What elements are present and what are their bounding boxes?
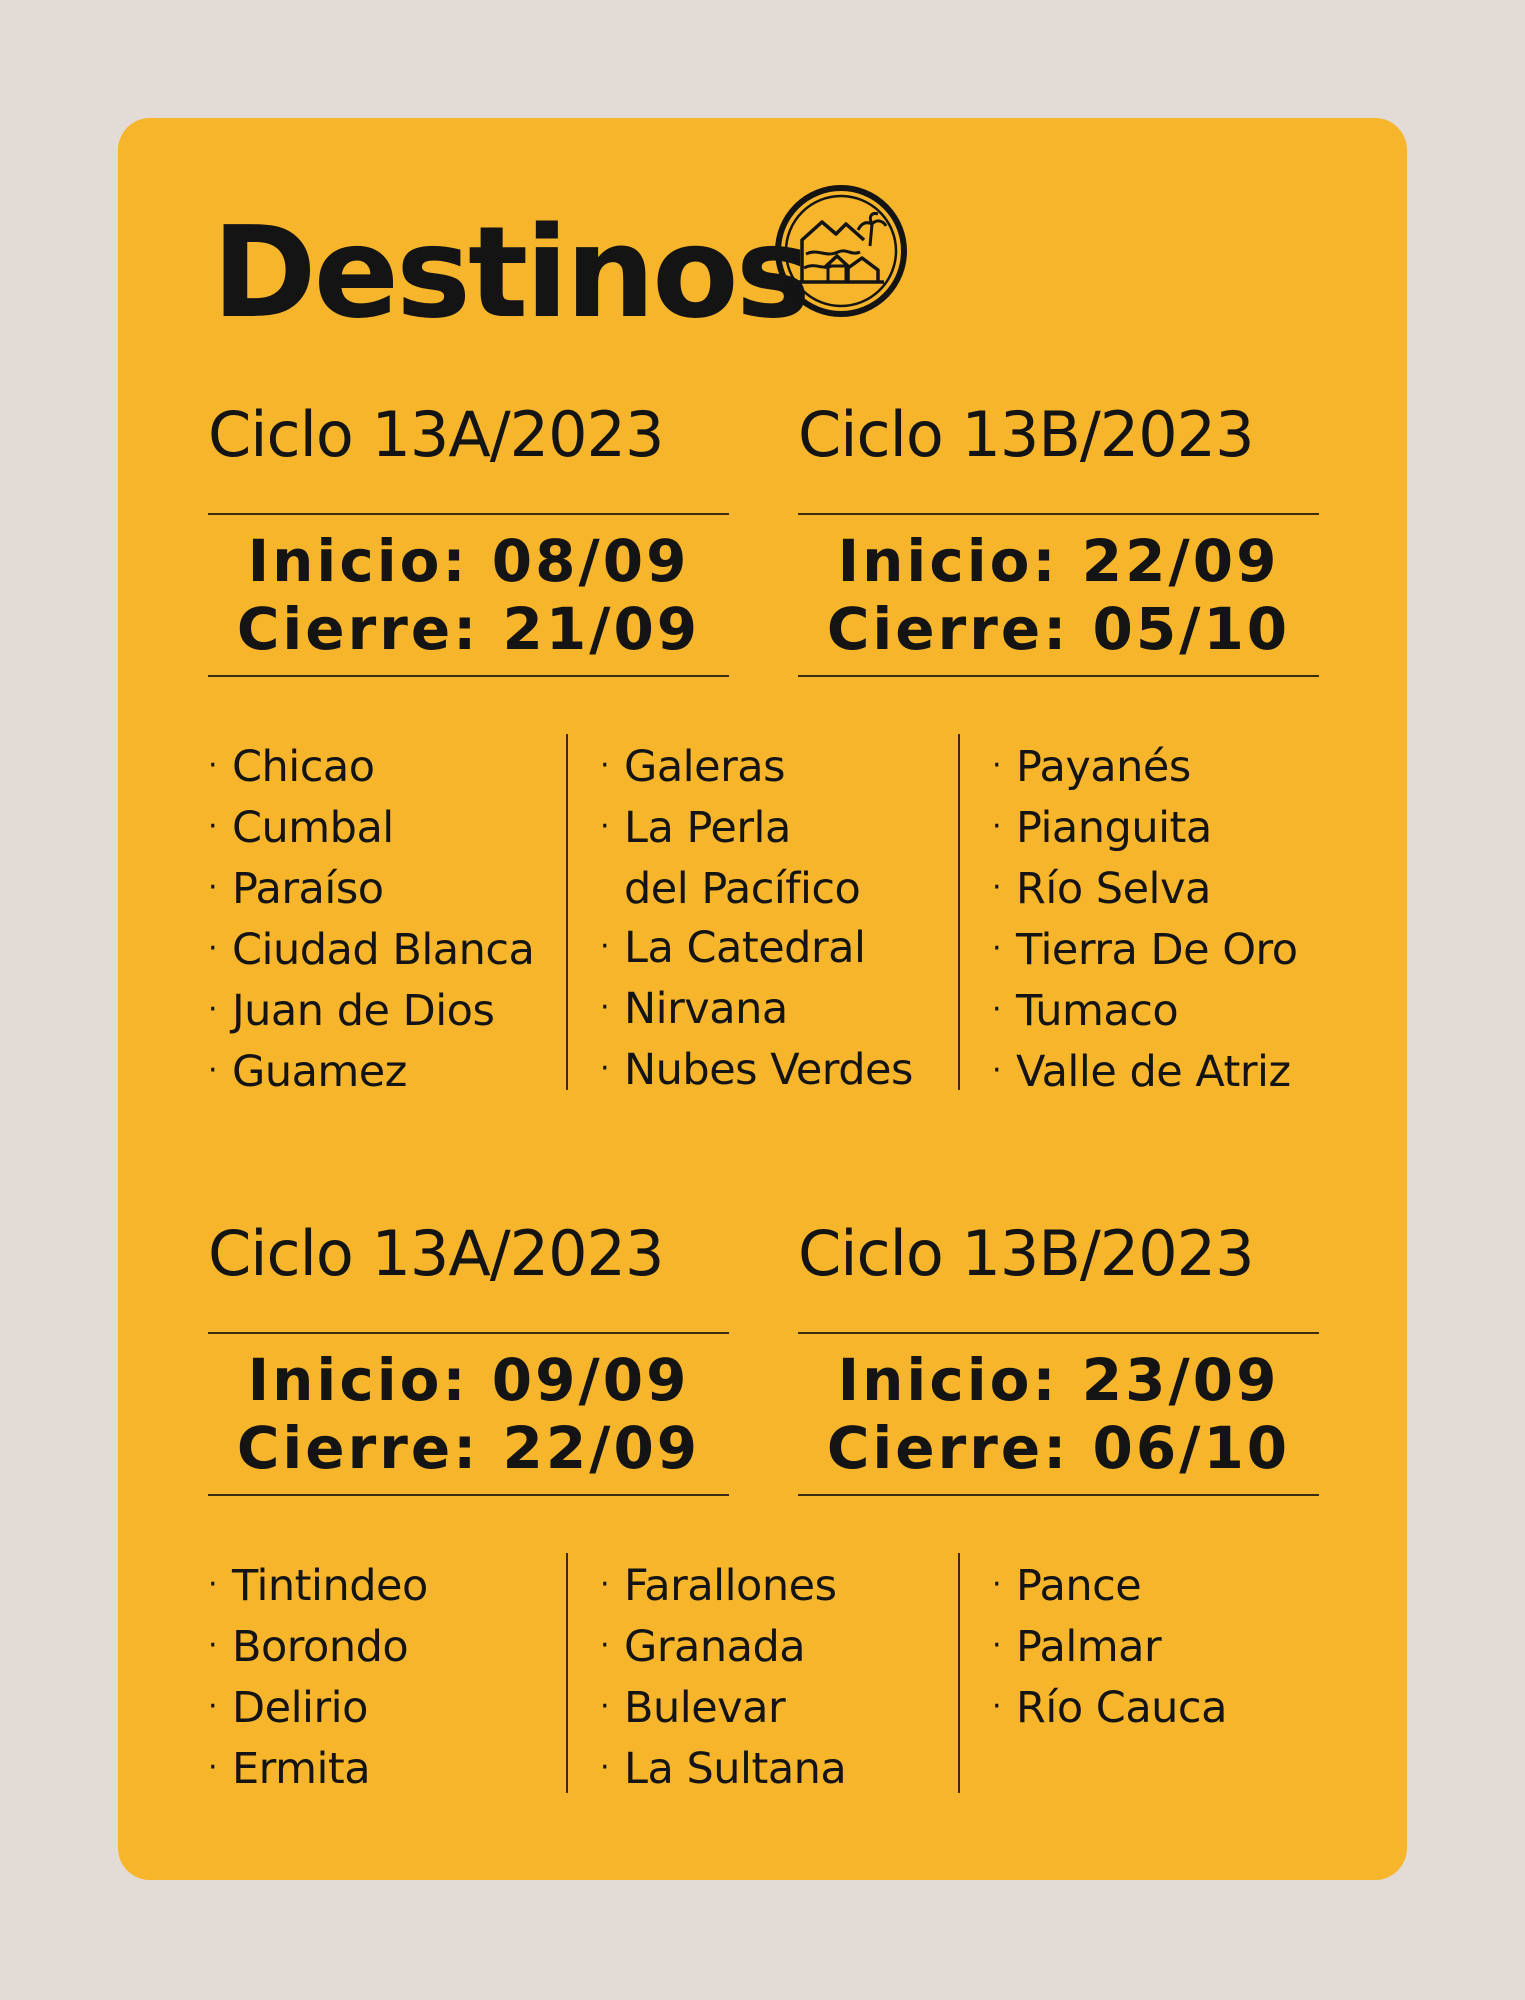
list-item: · Bulevar: [600, 1683, 786, 1733]
list-item: · Ermita: [208, 1744, 371, 1794]
cycle-1a-title: Ciclo 13A/2023: [208, 398, 664, 471]
column-divider: [958, 734, 960, 1090]
cycle-1b-title: Ciclo 13B/2023: [798, 398, 1254, 471]
list-item: · Tumaco: [992, 986, 1179, 1036]
list-item: · Granada: [600, 1622, 806, 1672]
end-date: Cierre: 06/10: [826, 1414, 1291, 1482]
end-date: Cierre: 05/10: [826, 595, 1291, 663]
list-item: · La Catedral: [600, 923, 866, 973]
list-item: · Pianguita: [992, 803, 1212, 853]
list-item: · La Sultana: [600, 1744, 847, 1794]
list-item: · Tierra De Oro: [992, 925, 1298, 975]
list-item: · Guamez: [208, 1047, 407, 1097]
list-item: · Pance: [992, 1561, 1142, 1611]
page-title: Destinos: [212, 199, 808, 346]
list-item: · Palmar: [992, 1622, 1162, 1672]
list-item: · Chicao: [208, 742, 375, 792]
list-item: · Paraíso: [208, 864, 384, 914]
column-divider: [958, 1553, 960, 1793]
cycle-2b-dates: [798, 1332, 1319, 1496]
start-date: Inicio: 09/09: [247, 1346, 690, 1414]
destination-list-2-col-2: [600, 1557, 980, 1801]
list-item: · Payanés: [992, 742, 1191, 792]
list-item: · Galeras: [600, 742, 786, 792]
landscape-destination-icon: [774, 184, 908, 318]
end-date: Cierre: 21/09: [236, 595, 701, 663]
cycle-2a-dates: [208, 1332, 729, 1496]
list-item: · Juan de Dios: [208, 986, 495, 1036]
list-item: · Río Selva: [992, 864, 1211, 914]
list-item: · Cumbal: [208, 803, 394, 853]
column-divider: [566, 1553, 568, 1793]
list-item-continuation: del Pacífico: [624, 864, 861, 914]
destination-list-2-col-3: [992, 1557, 1372, 1740]
list-item: · Río Cauca: [992, 1683, 1227, 1733]
destination-list-1-col-3: [992, 738, 1372, 1104]
destinations-card: [118, 118, 1407, 1880]
end-date: Cierre: 22/09: [236, 1414, 701, 1482]
cycle-2a-title: Ciclo 13A/2023: [208, 1217, 664, 1290]
start-date: Inicio: 22/09: [837, 527, 1280, 595]
cycle-1b-dates: [798, 513, 1319, 677]
column-divider: [566, 734, 568, 1090]
start-date: Inicio: 08/09: [247, 527, 690, 595]
list-item: · La Perla: [600, 803, 791, 853]
list-item: · Delirio: [208, 1683, 368, 1733]
list-item: · Nubes Verdes: [600, 1045, 913, 1095]
destination-list-1-col-1: [208, 738, 588, 1104]
start-date: Inicio: 23/09: [837, 1346, 1280, 1414]
destination-list-2-col-1: [208, 1557, 588, 1801]
list-item: · Ciudad Blanca: [208, 925, 535, 975]
list-item: · Valle de Atriz: [992, 1047, 1291, 1097]
list-item: · Farallones: [600, 1561, 837, 1611]
destination-list-1-col-2: [600, 738, 980, 1102]
list-item: · Nirvana: [600, 984, 788, 1034]
cycle-2b-title: Ciclo 13B/2023: [798, 1217, 1254, 1290]
cycle-1a-dates: [208, 513, 729, 677]
list-item: · Tintindeo: [208, 1561, 428, 1611]
list-item: · Borondo: [208, 1622, 409, 1672]
